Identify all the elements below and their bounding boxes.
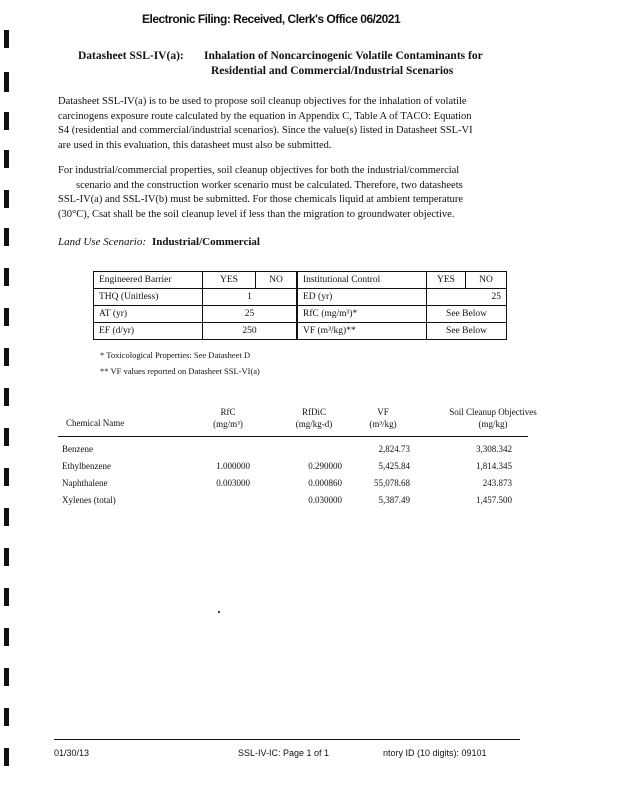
- scan-edge-mark: [4, 708, 9, 726]
- datasheet-label: Datasheet SSL-IV(a):: [78, 50, 184, 62]
- instructions-paragraph: [58, 164, 528, 222]
- param-label: AT (yr): [94, 306, 203, 323]
- intro-line: Datasheet SSL-IV(a) is to be used to propose soil cleanup objectives for the inhalation of volatile: [58, 96, 467, 107]
- scan-edge-mark: [4, 508, 9, 526]
- instructions-line: scenario and the construction worker scenario must be calculated. Therefore, two datasheets: [76, 179, 463, 191]
- scan-edge-mark: [4, 72, 9, 92]
- scan-edge-mark: [4, 548, 9, 566]
- param-label: VF (m³/kg)**: [297, 323, 427, 340]
- chemical-soil-objective: 1,457.500: [476, 495, 512, 505]
- scan-edge-mark: [4, 468, 9, 486]
- chemical-soil-objective: 3,308.342: [476, 444, 512, 454]
- instructions-line: SSL-IV(a) and SSL-IV(b) must be submitted. For those chemicals liquid at ambient temperature: [58, 194, 464, 205]
- intro-line: S4 (residential and commercial/industrial scenarios). Since the value(s) listed in Datasheet SSL-VI: [58, 125, 473, 136]
- chemical-rfdic: 0.030000: [308, 495, 342, 505]
- param-value: See Below: [427, 323, 507, 340]
- instructions-line: (30°C), Csat shall be the soil cleanup level if less than the migration to groundwater objective.: [58, 208, 455, 220]
- engineered-barrier-yes: YES: [203, 272, 256, 289]
- institutional-control-header: Institutional Control: [297, 272, 427, 289]
- scenario-value: Industrial/Commercial: [152, 236, 260, 248]
- footer-date: 01/30/13: [54, 748, 90, 758]
- scan-edge-mark: [4, 388, 9, 406]
- param-label: EF (d/yr): [94, 323, 203, 340]
- scan-edge-mark: [4, 268, 9, 286]
- param-label: RfC (mg/m³)*: [297, 306, 427, 323]
- scan-edge-mark: [4, 428, 9, 446]
- chemical-rfdic: 0.290000: [308, 461, 342, 471]
- col-header-soil-unit: (mg/kg): [478, 419, 508, 429]
- scan-edge-mark: [4, 348, 9, 366]
- param-label: ED (yr): [297, 289, 427, 306]
- param-value: 250: [203, 323, 298, 340]
- scan-edge-mark: [4, 112, 9, 130]
- chemical-name: Ethylbenzene: [62, 461, 111, 471]
- scan-edge-mark: [4, 668, 9, 686]
- chemical-vf: 55,078.68: [374, 478, 410, 488]
- engineered-barrier-header: Engineered Barrier: [94, 272, 203, 289]
- col-header-rfdic: RfDiC: [301, 407, 326, 417]
- scan-edge-mark: [4, 228, 9, 246]
- scan-speck: [218, 611, 220, 613]
- table-header-rule: [58, 436, 528, 437]
- chemical-name: Benzene: [62, 444, 93, 454]
- scenario-label: Land Use Scenario:: [58, 236, 146, 248]
- chemical-vf: 2,824.73: [378, 444, 410, 454]
- col-header-vf: VF: [377, 407, 389, 417]
- param-value: See Below: [427, 306, 507, 323]
- page-title-line2: Residential and Commercial/Industrial Scenarios: [211, 65, 454, 77]
- col-header-vf-unit: (m³/kg): [369, 419, 397, 429]
- param-value: 25: [427, 289, 507, 306]
- scan-edge-mark: [4, 190, 9, 208]
- scan-edge-mark: [4, 628, 9, 646]
- footnote-vf: ** VF values reported on Datasheet SSL-VI(a): [100, 366, 260, 376]
- parameters-row: [94, 306, 507, 323]
- param-value: 25: [203, 306, 298, 323]
- parameters-row: [94, 289, 507, 306]
- param-value: 1: [203, 289, 298, 306]
- filing-stamp: Electronic Filing: Received, Clerk's Office 06/2021: [142, 12, 401, 26]
- engineered-barrier-no: NO: [256, 272, 298, 289]
- institutional-control-no: NO: [466, 272, 507, 289]
- scan-edge-mark: [4, 150, 9, 168]
- footer-inventory-id: ntory ID (10 digits): 09101: [383, 748, 487, 758]
- scan-edge-mark: [4, 748, 9, 766]
- parameters-header-row: [94, 272, 507, 289]
- chemical-rfdic: 0.000860: [308, 478, 342, 488]
- parameters-row: [94, 323, 507, 340]
- land-use-scenario: [58, 236, 260, 248]
- scan-edge-mark: [4, 588, 9, 606]
- scan-edge-mark: [4, 308, 9, 326]
- col-header-soil-cleanup: Soil Cleanup Objectives: [449, 407, 537, 417]
- chemical-rfc: 1.000000: [216, 461, 250, 471]
- parameters-table: [93, 271, 507, 340]
- chemical-rfc: 0.003000: [216, 478, 250, 488]
- chemical-soil-objective: 243.873: [482, 478, 512, 488]
- intro-paragraph: [58, 95, 528, 153]
- col-header-rfc-unit: (mg/m³): [213, 419, 243, 429]
- chemical-soil-objective: 1,814.345: [476, 461, 512, 471]
- col-header-rfc: RfC: [220, 407, 236, 417]
- col-header-rfdic-unit: (mg/kg-d): [295, 419, 333, 429]
- chemical-name: Naphthalene: [62, 478, 108, 488]
- intro-line: carcinogens exposure route calculated by the equation in Appendix C, Table A of TACO: Equation: [58, 110, 472, 122]
- page-title-line1: Inhalation of Noncarcinogenic Volatile Contaminants for: [204, 50, 483, 62]
- chemical-name: Xylenes (total): [62, 495, 116, 505]
- footer-rule: [54, 739, 520, 740]
- footnote-toxicology: * Toxicological Properties: See Datasheet D: [100, 350, 251, 360]
- footer-page-number: SSL-IV-IC: Page 1 of 1: [238, 748, 330, 758]
- scan-edge-mark: [4, 30, 9, 48]
- chemical-vf: 5,387.49: [378, 495, 410, 505]
- institutional-control-yes: YES: [427, 272, 466, 289]
- col-header-chemical: Chemical Name: [66, 418, 125, 428]
- intro-line: are used in this evaluation, this datasheet must also be submitted.: [58, 139, 332, 151]
- param-label: THQ (Unitless): [94, 289, 203, 306]
- instructions-line: For industrial/commercial properties, soil cleanup objectives for both the industrial/commercial: [58, 165, 460, 176]
- chemical-vf: 5,425.84: [378, 461, 410, 471]
